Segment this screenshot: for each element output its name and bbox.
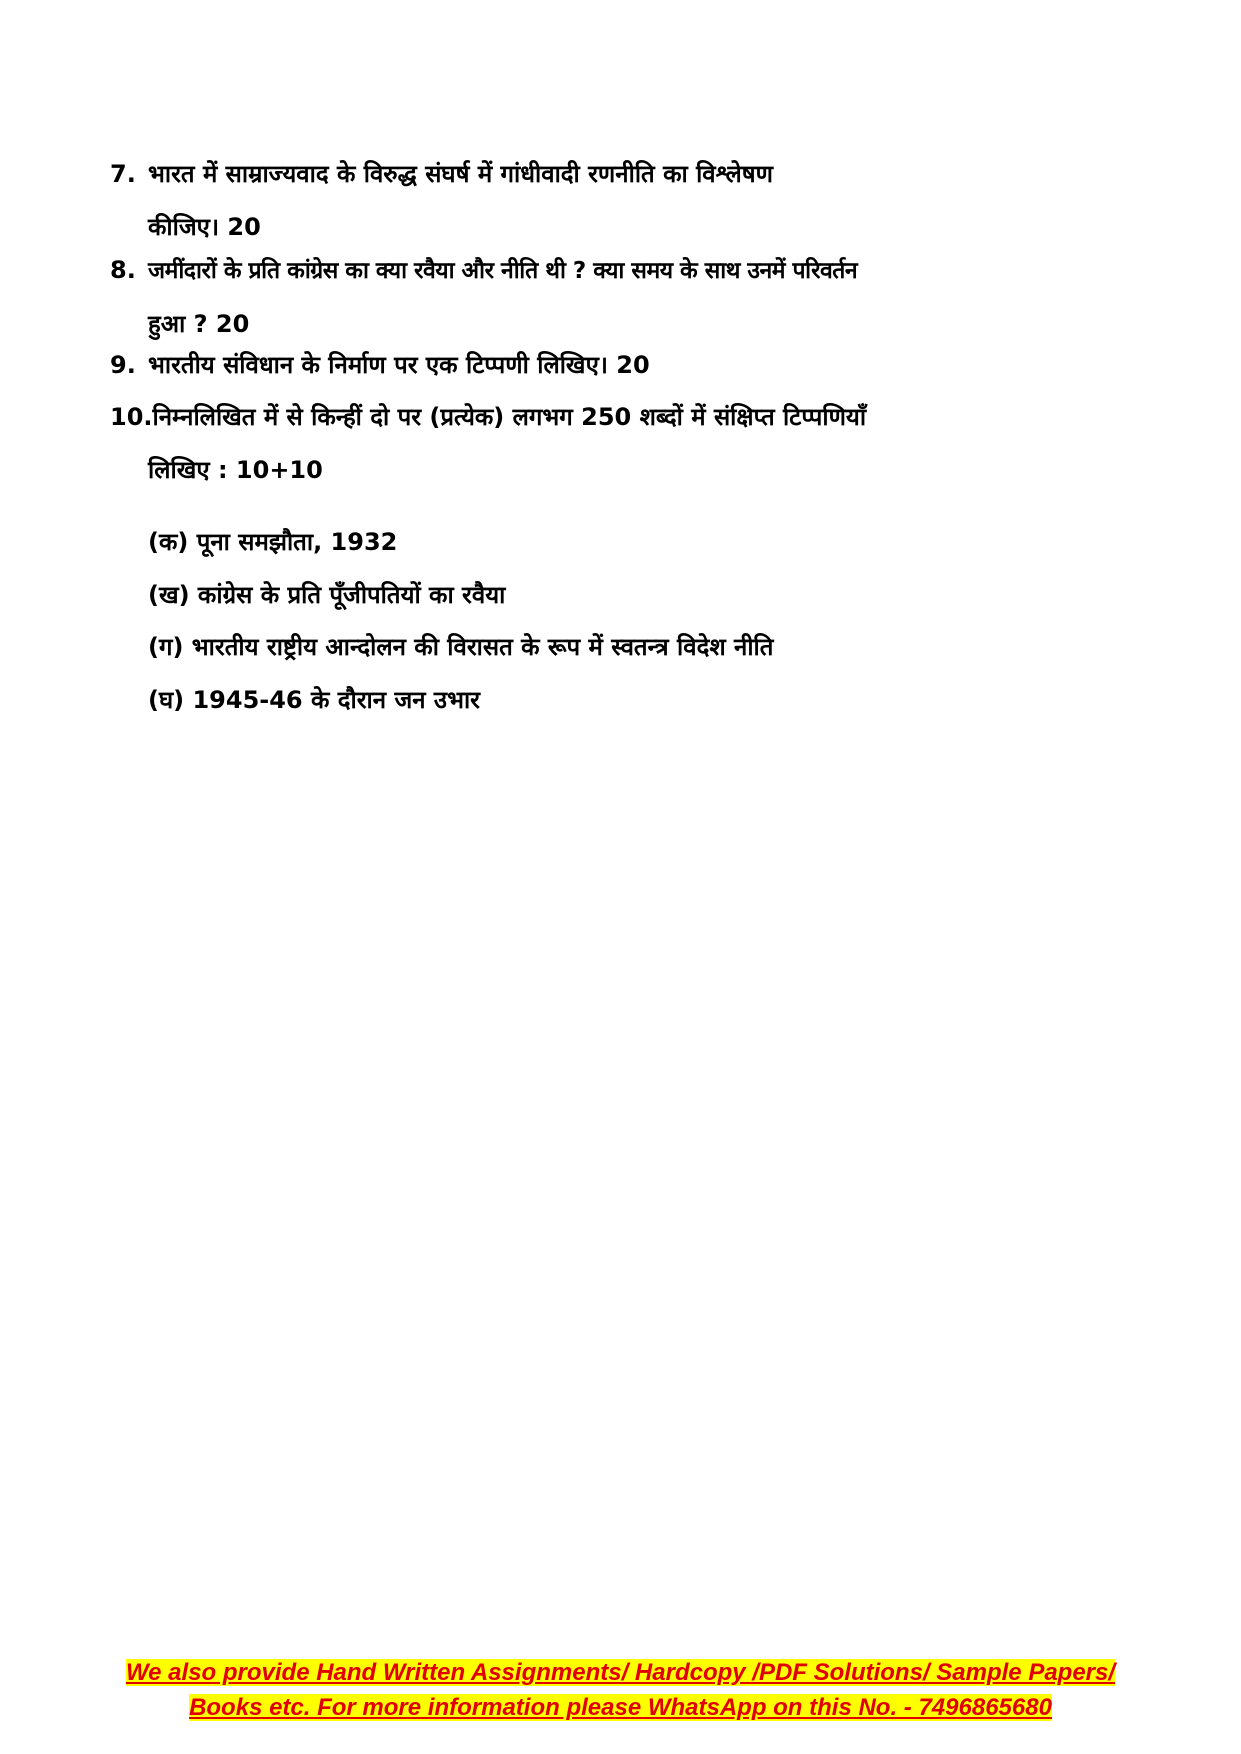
question-number: 9. bbox=[110, 351, 136, 379]
sub-item-ga: (ग) भारतीय राष्ट्रीय आन्दोलन की विरासत के रूप में स्वतन्त्र विदेश नीति bbox=[148, 633, 774, 661]
question-number: 10. bbox=[110, 403, 153, 431]
footer-advertisement bbox=[0, 1655, 1241, 1725]
footer-line-1: We also provide Hand Written Assignments/ Hardcopy /PDF Solutions/ Sample Papers/ bbox=[125, 1659, 1116, 1686]
question-9 bbox=[110, 339, 1120, 392]
sub-item-gha: (घ) 1945-46 के दौरान जन उभार bbox=[148, 686, 480, 714]
question-text-cont: कीजिए। 20 bbox=[148, 213, 261, 241]
question-text-cont: हुआ ? 20 bbox=[148, 310, 250, 338]
question-text: भारत में साम्राज्यवाद के विरुद्ध संघर्ष में गांधीवादी रणनीति का विश्लेषण bbox=[148, 160, 774, 188]
footer-line-2: Books etc. For more information please WhatsApp on this No. - 7496865680 bbox=[189, 1694, 1052, 1721]
question-text: जमींदारों के प्रति कांग्रेस का क्या रवैया और नीति थी ? क्या समय के साथ उनमें परिवर्तन bbox=[148, 258, 858, 284]
question-10 bbox=[110, 391, 1120, 497]
question-number: 8. bbox=[110, 256, 136, 284]
sub-item-ka: (क) पूना समझौता, 1932 bbox=[148, 528, 398, 556]
question-8 bbox=[110, 244, 1120, 351]
question-text-cont: लिखिए : 10+10 bbox=[148, 456, 323, 484]
question-text: निम्नलिखित में से किन्हीं दो पर (प्रत्येक) लगभग 250 शब्दों में संक्षिप्त टिप्पणियाँ bbox=[152, 403, 867, 431]
question-number: 7. bbox=[110, 160, 136, 188]
question-7 bbox=[110, 148, 1120, 254]
question-text: भारतीय संविधान के निर्माण पर एक टिप्पणी लिखिए। 20 bbox=[148, 351, 650, 379]
sub-item-kha: (ख) कांग्रेस के प्रति पूँजीपतियों का रवैया bbox=[148, 581, 506, 609]
